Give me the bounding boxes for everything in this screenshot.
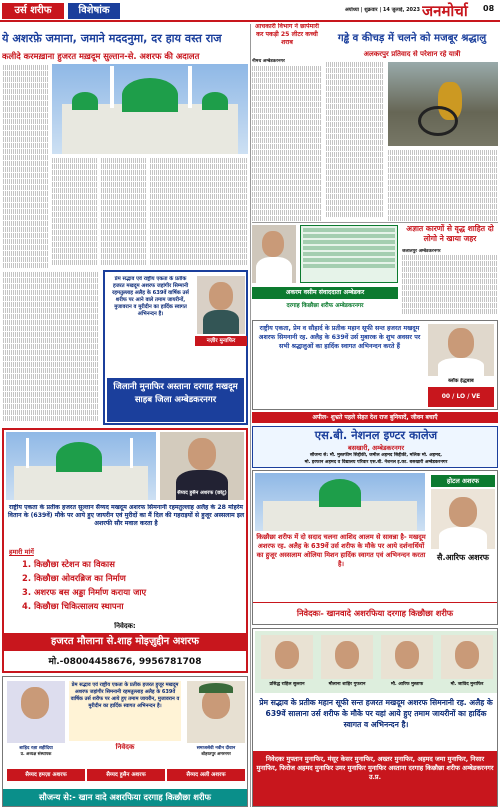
person-photo-arif (431, 489, 495, 549)
bottom-left-footer: सौजन्य से:- खान वादे अशरफिया दरगाह किछौछा शरीफ (3, 789, 247, 806)
masud-ad-name-caption: सैय्यद हुसैन अशरफ (छोटू) (177, 490, 227, 496)
photo-akram (252, 225, 296, 283)
demand-item-1: 1. किछौछा स्टेशन का विकास (22, 559, 115, 569)
masud-nivedak: निवेदक: (114, 622, 136, 630)
masud-demands-title: हमारी मांगें (9, 548, 34, 556)
person-left-name: शाहिद रज़ा शहीदिया (19, 746, 53, 751)
college-place: बसखारी, अम्बेडकरनगर (347, 444, 405, 452)
masud-demands-list (22, 557, 232, 617)
person-mid-sub: शोहरतपुर अमरनगर (201, 751, 231, 756)
paper-name: जनमोर्चा (422, 2, 468, 20)
hotel-text: किछौछा शरीफ में दो सदाद चलना आशिद आलम से सावन्ना है- मखदूम अशरफ रह. अलैह के 639वें उर्स शरीफ के मौके पर आये दर्शनार्थियों का हुजूर अस्सलाम ओलिया मिशन हार्दिक स्वागत एवं अभिनन्दन करता है। (256, 533, 426, 568)
person-left-sub: प्र. अध्यक्ष संस्थापक (20, 751, 52, 756)
portrait-name-4: मौ. जाविद मुनाफिर (450, 682, 484, 687)
green-text-block (300, 225, 398, 283)
college-line2: मो. इरफान अहमद व विद्यालय परिवार एस.बी. नेशनल इ.का. बसखारी अम्बेडकरनगर (304, 460, 448, 465)
portraits-strip (255, 631, 497, 693)
story2-dateline: नीमथ अम्बेडकरनगर (252, 59, 285, 64)
portrait-row (7, 759, 245, 787)
bottom-left-nivedak: निवेदक (115, 743, 135, 751)
story1-body-bottom (3, 272, 99, 425)
demand-item-3: 3. अशरफ बस अड्डा निर्माण कराया जाए (22, 587, 147, 597)
college-line1: सौजन्य से: मौ. मुस्तफीम सिद्दीकी, जमील अहमद सिद्दीकी, मलिक मो. अहमद, (309, 453, 443, 458)
hotel-person-name: सै.आरिफ अशरफ (437, 553, 489, 562)
portrait-name-1: प्रसिद्ध राहिल सुल्तान (269, 682, 305, 687)
story2 (252, 23, 322, 223)
portrait-1 (261, 635, 313, 679)
story4-dateline: जलालपुर अम्बेडकरनगर (402, 249, 441, 254)
urs-ad-footer: जिलानी मुनाफिर अस्ताना दरगाह मखदूम साहब जिला अम्बेडकरनगर (107, 378, 244, 422)
page-number: 08 (483, 4, 495, 13)
street-photo (388, 62, 498, 146)
story1-headline: ये अशरफ़े जमाना, जमाने मददनुमा, दर हाय वस्त राज (2, 32, 222, 45)
section-right-label: विशेषांक (68, 3, 120, 19)
green-article-name: अकरम वसीम संवाददाता अम्बेडकर (252, 287, 398, 299)
demand-item-2: 2. किछौछा ओवरब्रिज का निर्माण (22, 573, 126, 583)
caption-hamza: सैय्यद हमज़ा अशरफ (7, 769, 85, 781)
section-left-label: उर्स शरीफ (2, 3, 64, 19)
section-divider (252, 222, 498, 223)
masthead (0, 0, 500, 22)
college-name: एस.बी. नेशनल इण्टर कालेज (314, 428, 438, 442)
person-photo-rashtriya (428, 324, 494, 376)
bottom-right-text: प्रेम सद्भाव के प्रतीक महान सूफी सन्त हजरत मखदूम अशरफ सिमनानी रह. अलैह के 639वें सालाना उर्स शरीफ के मौके पर यहां आये हुए तमाम जायरीनों का हार्दिक स्वागत व अभिनन्दन है। (259, 698, 493, 729)
masud-ad-text: राष्ट्रीय एकता के प्रतीक हजरत सुल्तान सैय्यद मखदूम अशरफ सिमनानी रहमतुल्लाह अलैह के 28 मोहर्रम वितान के (639वें) मौके पर आये हुए जायरीन एवं मुरीदों का मैं दिल की गहराइयों से हुजूर अस्सलाम इल अशरफी सौर मवाल करता है (7, 504, 245, 527)
portrait-4 (441, 635, 493, 679)
story4-body (402, 255, 498, 317)
person-mid-name: समाजसेवी नवीन दीवान (196, 746, 236, 751)
bottom-right-footer: निवेदकः मुफ्तान मुनाफिर, मंसूर केसर मुनाफिर, अख्तर मुनाफिर, अहमद जमा मुनाफिर, निसार मुनाफिर, फिरोज अहमद मुनाफिर उमर मुनाफिर मुनाफिर अस्ताना दरगाह किछौछा शरीफ अम्बेडकरनगर उ.प्र. (253, 751, 497, 806)
shrine-photo-2 (6, 432, 156, 500)
masud-phone: मो.-08004458676, 9956781708 (48, 657, 202, 667)
story1-subhead: कलीदे करमख़ाना हुजरत मख़दूम सुल्तान-से. अशरफ की अदालत (2, 51, 200, 61)
issue-line: अयोध्या | शुक्रवार | 14 जुलाई, 2023 (344, 7, 420, 13)
story1-body-mid (52, 158, 98, 270)
urs-ad-person-name: नज़ीर मुनाफिर (195, 336, 247, 346)
masud-signer: हजरत मौलाना से.शाह मोइज़ुद्दीन अशरफ (4, 633, 246, 651)
green-article (252, 225, 398, 317)
story1-body-left (3, 65, 49, 270)
rashtriya-salutation: अपील- शुभ्रते पहले सेहत देश राज बुनियादें, जीवन बचाएँ (252, 412, 498, 423)
story3-subhead: अलकरपुर प्रतिवाद से परेशान रहे यात्री (363, 50, 461, 58)
shrine-photo-1 (52, 64, 248, 154)
story3-headline: गड्ढे व कीचड़ में चलने को मजबूर श्रद्धालु (337, 33, 487, 44)
rashtriya-cursive: 00 / LO / VE (428, 387, 494, 407)
college-ad (252, 426, 498, 468)
story3-body-2 (388, 150, 498, 222)
hotel-footer: निवेदकः- खानवादे अशरफिया दरगाह किछौछा शरीफ (253, 602, 497, 622)
story2-headline: आचकारी विभाग ने छापेमारी कर पकड़ी 25 लीटर कच्ची शराब (254, 23, 319, 46)
person-photo-nazir (197, 276, 245, 334)
shrine-photo-3 (255, 473, 425, 531)
portrait-name-3: मौ. आरिफ मुस्ताफ (390, 682, 424, 687)
portrait-3 (381, 635, 433, 679)
rashtriya-ad (252, 320, 498, 410)
demand-item-4: 4. किछौछा चिकित्सालय स्थापना (22, 601, 124, 611)
masud-ad (2, 428, 248, 673)
hotel-ad (252, 470, 498, 625)
hotel-tag: होटल अशरफ (431, 475, 495, 487)
story1-body-c4 (150, 158, 248, 270)
story3-body (326, 62, 384, 222)
story4-headline: अज्ञात कारणों से वृद्ध शाहित दो लोगो ने खाया जहर (406, 224, 494, 243)
person-photo-navin (187, 681, 245, 743)
rashtriya-ad-text: राष्ट्रीय एकता, प्रेम व सौहार्द के प्रतीक महान सूफी सन्त हजरत मखदूम अशरफ सिमनानी रह. अलैह के 639वें उर्स मुबारक के शुभ अवसर पर सभी श्रद्धालुओं का हार्दिक स्वागत अभिनन्दन करते हैं (258, 325, 421, 350)
caption-husain: सैय्यद हुसैन अशरफ (87, 769, 165, 781)
green-article-place: दरगाह किछौछा शरीफ अम्बेडकरनगर (286, 303, 364, 309)
portrait-name-2: मौलाना शाहिर गुफरान (328, 682, 366, 687)
portrait-2 (321, 635, 373, 679)
urs-greeting-ad (103, 270, 248, 425)
caption-ali: सैय्यद अली अशरफ (167, 769, 245, 781)
story1-body-c3 (101, 158, 147, 270)
urs-ad-text: प्रेम सद्भाव एवं राष्ट्रीय एकता के प्रतीक हजरत मखदूम अशरफ जहांगीर सिम्मानी रहमतुल्लाह अलैह के 639वें वार्षिक उर्स शरीफ पर आने वाले तमाम जायरीनों, मुजावरान व मुरीदीन का हार्दिक स्वागत अभिनन्दन है। (112, 276, 189, 317)
bottom-left-ad-text: प्रेम सद्भाव एवं राष्ट्रीय एकता के प्रतीक हजरत हुजूर मखदूम अशरफ जहांगीर सिमनानी रहमतुल्लाह अलैह के 639वें वार्षिक उर्स शरीफ पर आये हुए तमाम जायरीन, मुजावरान व मुरीदीन का हार्दिक स्वागत अभिनन्दन है। (69, 681, 181, 741)
bottom-right-ad (252, 628, 498, 807)
rashtriya-tagline: ब्लॉक ईद्धबाब (448, 378, 474, 384)
person-photo-shahid (7, 681, 65, 743)
bottom-left-ad (2, 676, 248, 807)
column-divider (250, 24, 251, 807)
